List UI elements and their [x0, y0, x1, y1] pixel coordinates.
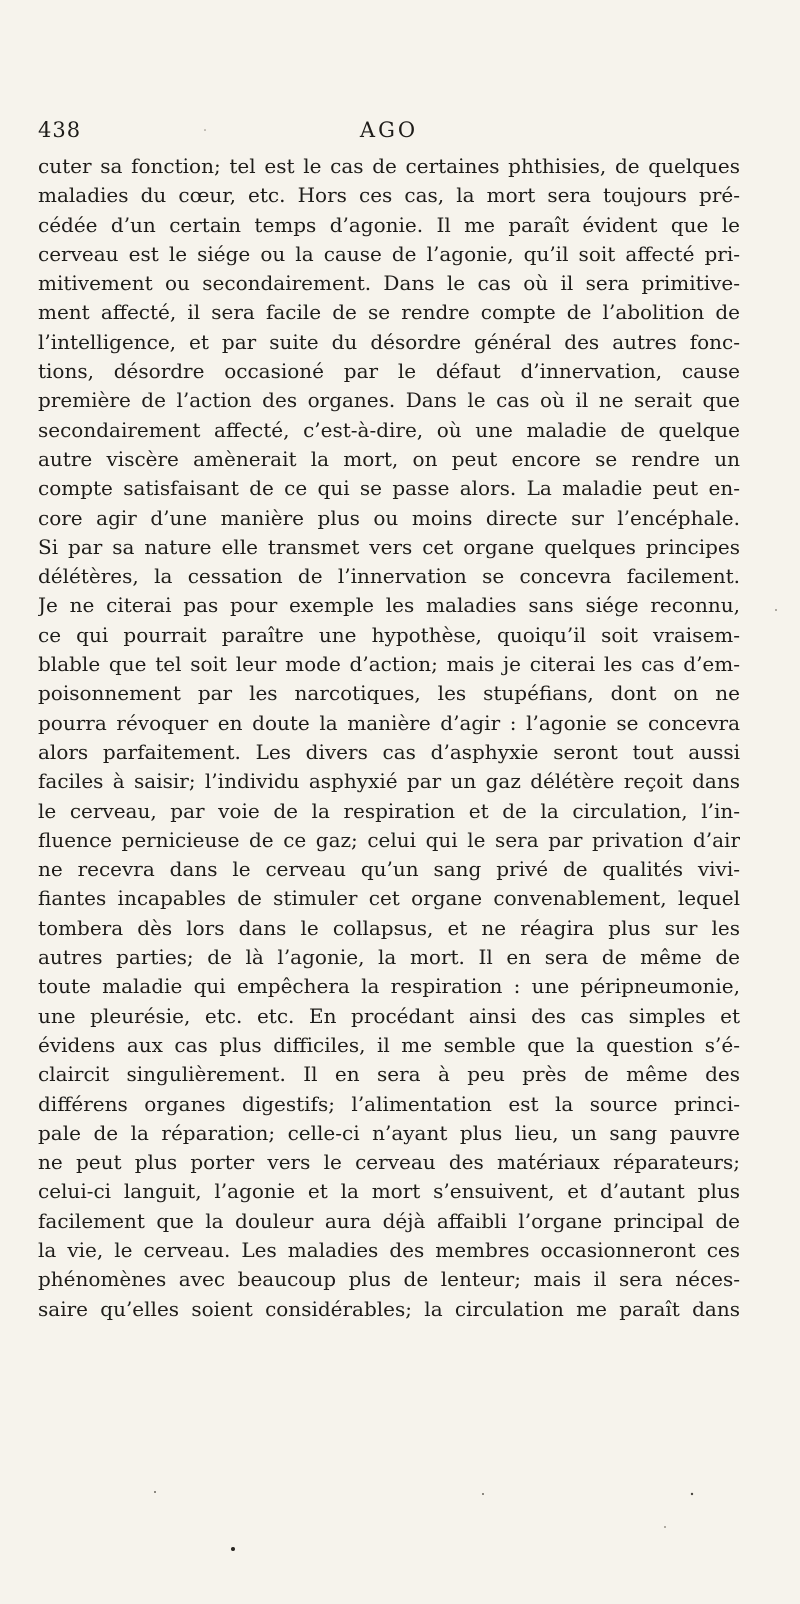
ink-speck — [691, 1493, 693, 1495]
running-head: AGO — [359, 118, 419, 142]
text-line: phénomènes avec beaucoup plus de lenteur; mais il sera néces- — [38, 1267, 740, 1292]
text-line: l’intelligence, et par suite du désordre général des autres fonc- — [38, 329, 740, 354]
text-line: facilement que la douleur aura déjà affaibli l’organe principal de — [38, 1208, 740, 1233]
text-line: différens organes digestifs; l’alimentation est la source princi- — [38, 1091, 740, 1116]
text-line: Si par sa nature elle transmet vers cet organe quelques principes — [38, 534, 740, 559]
ink-speck — [775, 609, 777, 611]
text-line: délétères, la cessation de l’innervation se concevra facilement. — [38, 564, 740, 589]
text-line: cerveau est le siége ou la cause de l’agonie, qu’il soit affecté pri- — [38, 241, 740, 266]
text-line: celui-ci languit, l’agonie et la mort s’ensuivent, et d’autant plus — [38, 1179, 740, 1204]
text-line: cédée d’un certain temps d’agonie. Il me paraît évident que le — [38, 212, 740, 237]
text-line: alors parfaitement. Les divers cas d’asphyxie seront tout aussi — [38, 739, 740, 764]
ink-speck — [154, 1491, 156, 1493]
text-line: claircit singulièrement. Il en sera à peu près de même des — [38, 1062, 740, 1087]
text-line: secondairement affecté, c’est-à-dire, où une maladie de quelque — [38, 417, 740, 442]
text-line: tions, désordre occasioné par le défaut d’innervation, cause — [38, 359, 740, 384]
text-line: évidens aux cas plus difficiles, il me semble que la question s’é- — [38, 1032, 740, 1057]
text-line: autre viscère amènerait la mort, on peut encore se rendre un — [38, 446, 740, 471]
text-line: mitivement ou secondairement. Dans le cas où il sera primitive- — [38, 271, 740, 296]
text-line: toute maladie qui empêchera la respiration : une péripneumonie, — [38, 974, 740, 999]
text-line: faciles à saisir; l’individu asphyxié par un gaz délétère reçoit dans — [38, 769, 740, 794]
text-line: première de l’action des organes. Dans le cas où il ne serait que — [38, 388, 740, 413]
text-line: ce qui pourrait paraître une hypothèse, quoiqu’il soit vraisem- — [38, 622, 740, 647]
text-line: le cerveau, par voie de la respiration et de la circulation, l’in- — [38, 798, 740, 823]
ink-speck — [204, 129, 206, 131]
text-line: ne recevra dans le cerveau qu’un sang privé de qualités vivi- — [38, 857, 740, 882]
text-line: pourra révoquer en doute la manière d’agir : l’agonie se concevra — [38, 710, 740, 735]
text-line: une pleurésie, etc. etc. En procédant ainsi des cas simples et — [38, 1003, 740, 1028]
text-line: ment affecté, il sera facile de se rendre compte de l’abolition de — [38, 300, 740, 325]
text-line: pale de la réparation; celle-ci n’ayant plus lieu, un sang pauvre — [38, 1120, 740, 1145]
text-line: saire qu’elles soient considérables; la circulation me paraît dans — [38, 1296, 740, 1321]
text-line: ne peut plus porter vers le cerveau des matériaux réparateurs; — [38, 1150, 740, 1175]
text-line: fiantes incapables de stimuler cet organe convenablement, lequel — [38, 886, 740, 911]
ink-speck — [231, 1547, 235, 1551]
text-line: fluence pernicieuse de ce gaz; celui qui le sera par privation d’air — [38, 827, 740, 852]
ink-speck — [664, 1526, 666, 1528]
text-line: maladies du cœur, etc. Hors ces cas, la mort sera toujours pré- — [38, 183, 740, 208]
text-line: tombera dès lors dans le collapsus, et ne réagira plus sur les — [38, 915, 740, 940]
text-line: la vie, le cerveau. Les maladies des membres occasionneront ces — [38, 1237, 740, 1262]
text-line: blable que tel soit leur mode d’action; mais je citerai les cas d’em- — [38, 652, 740, 677]
text-line: autres parties; de là l’agonie, la mort. Il en sera de même de — [38, 945, 740, 970]
text-line: core agir d’une manière plus ou moins directe sur l’encéphale. — [38, 505, 740, 530]
text-line: cuter sa fonction; tel est le cas de certaines phthisies, de quelques — [38, 154, 740, 178]
page-number: 438 — [38, 118, 82, 142]
text-line: poisonnement par les narcotiques, les stupéfians, dont on ne — [38, 681, 740, 706]
text-line: Je ne citerai pas pour exemple les maladies sans siége reconnu, — [38, 593, 740, 618]
ink-speck — [482, 1493, 484, 1495]
text-line: compte satisfaisant de ce qui se passe alors. La maladie peut en- — [38, 476, 740, 501]
